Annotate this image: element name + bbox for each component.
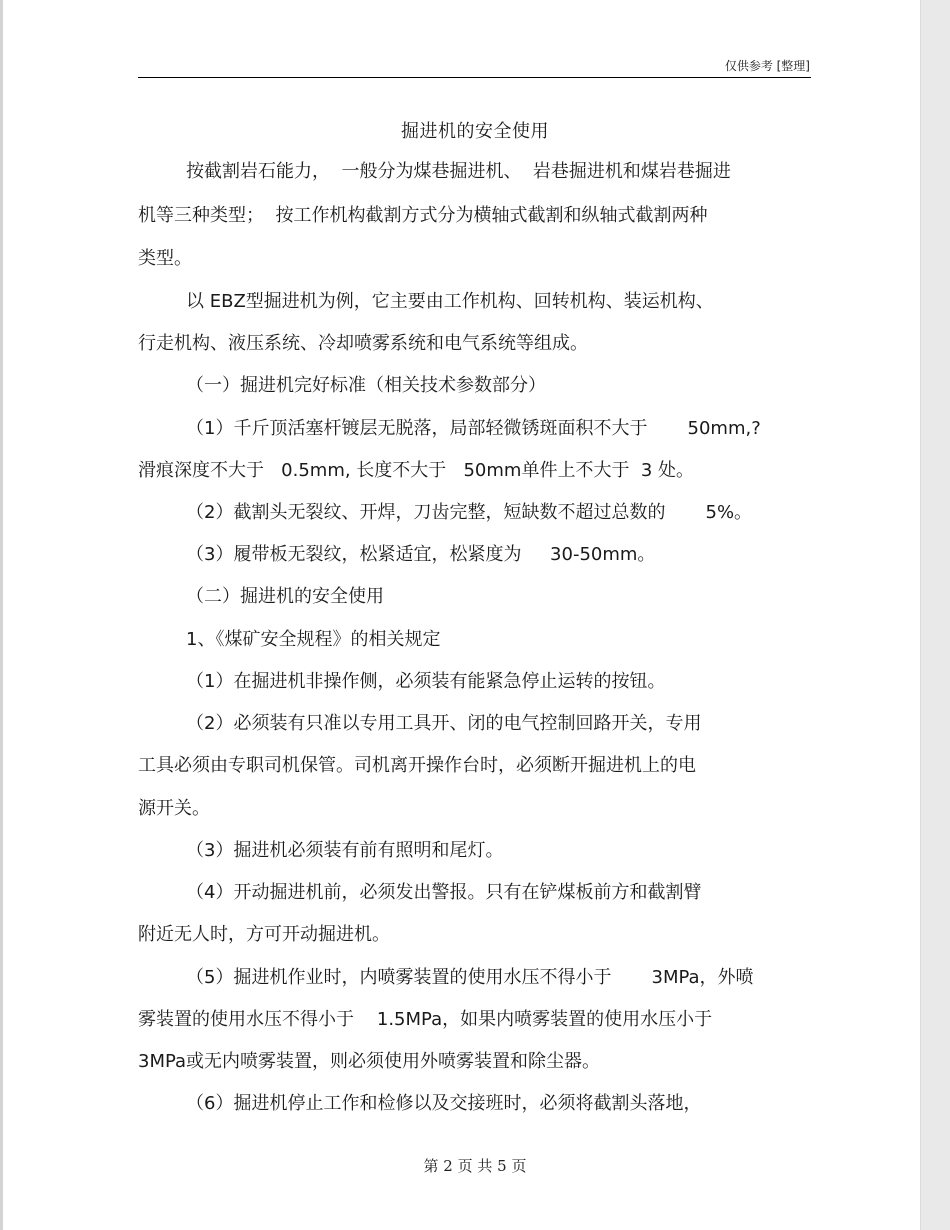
body-line: 行走机构、液压系统、冷却喷雾系统和电气系统等组成。 (138, 333, 588, 354)
page-edge-left (0, 0, 3, 1230)
body-line: 滑痕深度不大于 0.5mm, 长度不大于 50mm单件上不大于 3 处。 (138, 460, 695, 481)
body-line: 附近无人时，方可开动掘进机。 (138, 924, 390, 945)
section-heading: （二）掘进机的安全使用 (186, 586, 384, 607)
body-line: 机等三种类型； 按工作机构截割方式分为横轴式截割和纵轴式截割两种 (138, 205, 708, 226)
body-line: 3MPa或无内喷雾装置，则必须使用外喷雾装置和除尘器。 (138, 1051, 601, 1072)
body-line: 工具必须由专职司机保管。司机离开操作台时，必须断开掘进机上的电 (138, 755, 696, 776)
body-line: （2）截割头无裂纹、开焊，刀齿完整，短缺数不超过总数的 5%。 (186, 502, 753, 523)
body-line: （5）掘进机作业时，内喷雾装置的使用水压不得小于 3MPa，外喷 (186, 967, 754, 988)
page-edge-right (920, 0, 950, 1230)
subsection-heading: 1、《煤矿安全规程》的相关规定 (186, 629, 441, 650)
body-line: （3）掘进机必须装有前有照明和尾灯。 (186, 840, 504, 861)
body-line: （4）开动掘进机前，必须发出警报。只有在铲煤板前方和截割臂 (186, 882, 702, 903)
body-line: 按截割岩石能力， 一般分为煤巷掘进机、 岩巷掘进机和煤岩巷掘进 (186, 161, 731, 182)
body-line: 以 EBZ型掘进机为例，它主要由工作机构、回转机构、装运机构、 (186, 291, 714, 312)
header-note: 仅供参考 [整理] (724, 59, 810, 73)
body-line: （3）履带板无裂纹，松紧适宜，松紧度为 30-50mm。 (186, 544, 656, 565)
document-title: 掘进机的安全使用 (401, 121, 549, 142)
body-line: （2）必须装有只准以专用工具开、闭的电气控制回路开关，专用 (186, 713, 702, 734)
page-number: 第 2 页 共 5 页 (423, 1157, 527, 1175)
body-line: （一）掘进机完好标准（相关技术参数部分） (186, 375, 546, 396)
body-line: （6）掘进机停止工作和检修以及交接班时，必须将截割头落地， (186, 1093, 702, 1114)
body-line: 类型。 (138, 248, 192, 269)
header-rule (138, 77, 811, 78)
body-line: 源开关。 (138, 798, 210, 819)
body-line: 雾装置的使用水压不得小于 1.5MPa，如果内喷雾装置的使用水压小于 (138, 1009, 713, 1030)
body-line: （1）千斤顶活塞杆镀层无脱落，局部轻微锈斑面积不大于 50mm,? (186, 418, 761, 439)
body-line: （1）在掘进机非操作侧，必须装有能紧急停止运转的按钮。 (186, 671, 666, 692)
